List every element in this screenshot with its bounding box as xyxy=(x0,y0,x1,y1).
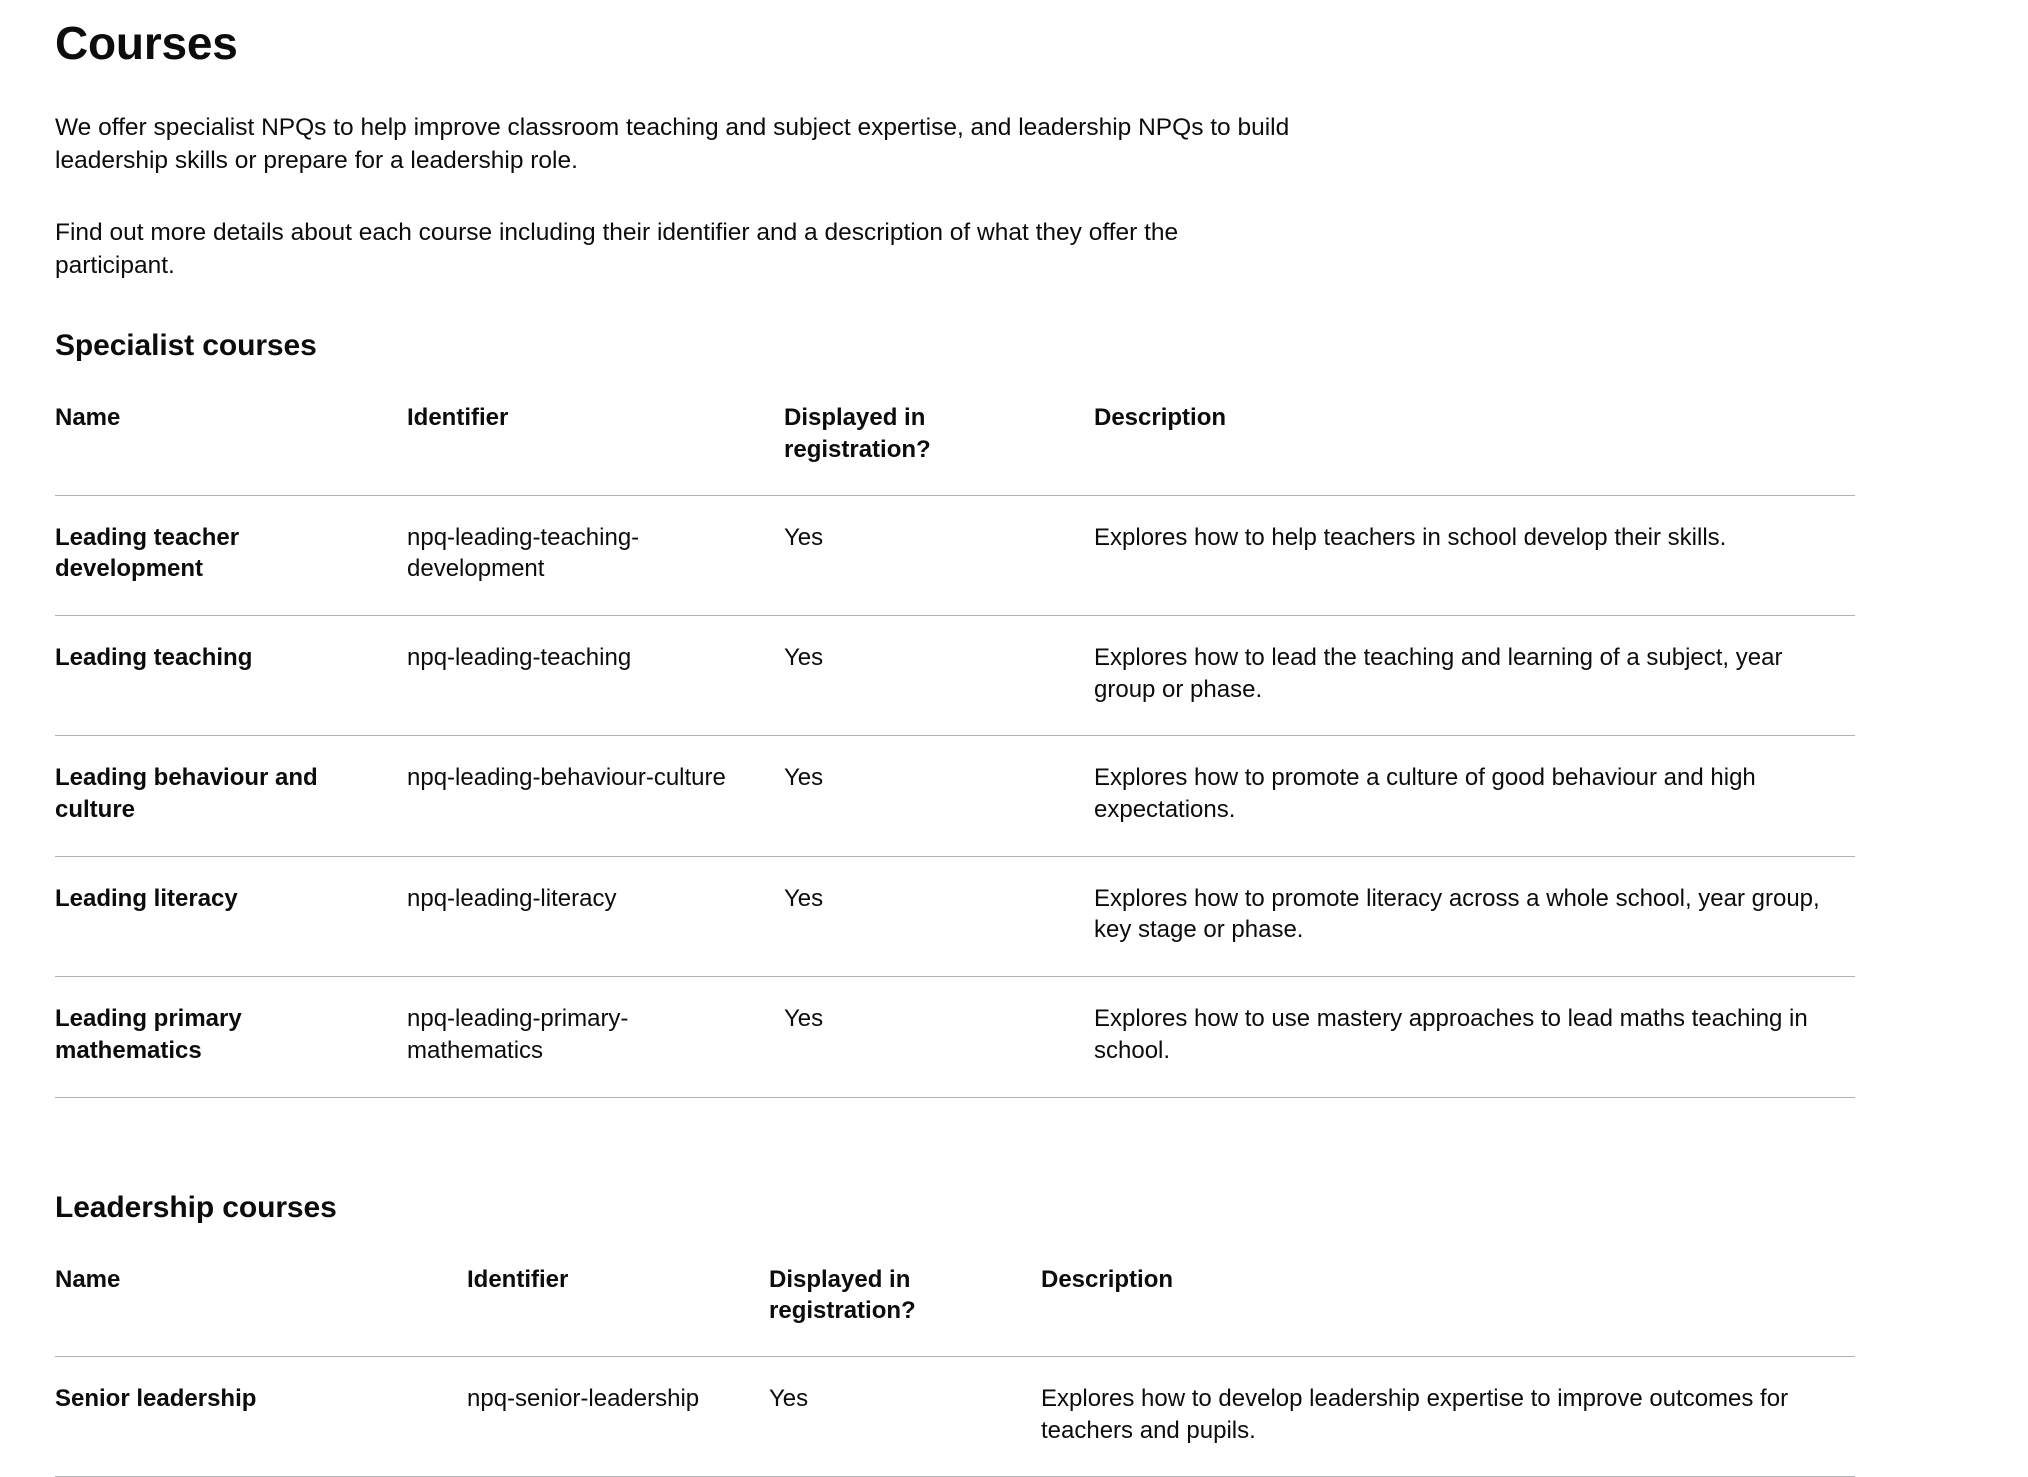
intro-paragraph-2: Find out more details about each course including their identifier and a description of what they offer the participant. xyxy=(55,217,1295,282)
column-header-displayed-in-registration: Displayed in registration? xyxy=(784,402,1094,495)
cell-course-name: Senior leadership xyxy=(55,1356,467,1476)
column-header-name: Name xyxy=(55,402,407,495)
column-header-description: Description xyxy=(1094,402,1855,495)
cell-course-identifier: npq-leading-literacy xyxy=(407,856,784,976)
table-header-row xyxy=(55,402,1855,495)
cell-course-identifier: npq-leading-teaching-development xyxy=(407,495,784,615)
table-row xyxy=(55,1356,1855,1476)
table-header xyxy=(55,402,1855,495)
leadership-courses-table-wrap xyxy=(55,1264,1855,1477)
cell-displayed-in-registration: Yes xyxy=(769,1356,1041,1476)
specialist-courses-heading: Specialist courses xyxy=(55,328,2028,364)
cell-course-name: Leading primary mathematics xyxy=(55,977,407,1097)
cell-course-identifier: npq-leading-behaviour-culture xyxy=(407,736,784,856)
cell-displayed-in-registration: Yes xyxy=(784,977,1094,1097)
column-header-name: Name xyxy=(55,1264,467,1357)
cell-displayed-in-registration: Yes xyxy=(784,616,1094,736)
table-header-row xyxy=(55,1264,1855,1357)
cell-course-description: Explores how to promote a culture of good behaviour and high expectations. xyxy=(1094,736,1855,856)
leadership-courses-table xyxy=(55,1264,1855,1477)
cell-course-name: Leading literacy xyxy=(55,856,407,976)
specialist-courses-table xyxy=(55,402,1855,1097)
cell-course-name: Leading behaviour and culture xyxy=(55,736,407,856)
table-row xyxy=(55,616,1855,736)
cell-course-name: Leading teaching xyxy=(55,616,407,736)
table-body xyxy=(55,495,1855,1097)
cell-course-description: Explores how to develop leadership expertise to improve outcomes for teachers and pupils. xyxy=(1041,1356,1855,1476)
table-body xyxy=(55,1356,1855,1476)
intro-paragraph-1: We offer specialist NPQs to help improve classroom teaching and subject expertise, and leadership NPQs to build leadership skills or prepare for a leadership role. xyxy=(55,112,1295,177)
cell-displayed-in-registration: Yes xyxy=(784,856,1094,976)
cell-course-description: Explores how to use mastery approaches to lead maths teaching in school. xyxy=(1094,977,1855,1097)
cell-course-description: Explores how to promote literacy across a whole school, year group, key stage or phase. xyxy=(1094,856,1855,976)
table-row xyxy=(55,856,1855,976)
column-header-displayed-in-registration: Displayed in registration? xyxy=(769,1264,1041,1357)
page-title: Courses xyxy=(55,18,2028,68)
specialist-courses-table-wrap xyxy=(55,402,1855,1097)
column-header-identifier: Identifier xyxy=(467,1264,769,1357)
table-row xyxy=(55,495,1855,615)
table-row xyxy=(55,977,1855,1097)
cell-course-description: Explores how to lead the teaching and learning of a subject, year group or phase. xyxy=(1094,616,1855,736)
cell-displayed-in-registration: Yes xyxy=(784,736,1094,856)
leadership-courses-heading: Leadership courses xyxy=(55,1190,2028,1226)
cell-course-identifier: npq-leading-teaching xyxy=(407,616,784,736)
section-spacer xyxy=(55,1098,2028,1190)
cell-course-identifier: npq-senior-leadership xyxy=(467,1356,769,1476)
cell-course-name: Leading teacher development xyxy=(55,495,407,615)
column-header-identifier: Identifier xyxy=(407,402,784,495)
cell-course-identifier: npq-leading-primary-mathematics xyxy=(407,977,784,1097)
column-header-description: Description xyxy=(1041,1264,1855,1357)
table-header xyxy=(55,1264,1855,1357)
table-row xyxy=(55,736,1855,856)
cell-course-description: Explores how to help teachers in school develop their skills. xyxy=(1094,495,1855,615)
cell-displayed-in-registration: Yes xyxy=(784,495,1094,615)
